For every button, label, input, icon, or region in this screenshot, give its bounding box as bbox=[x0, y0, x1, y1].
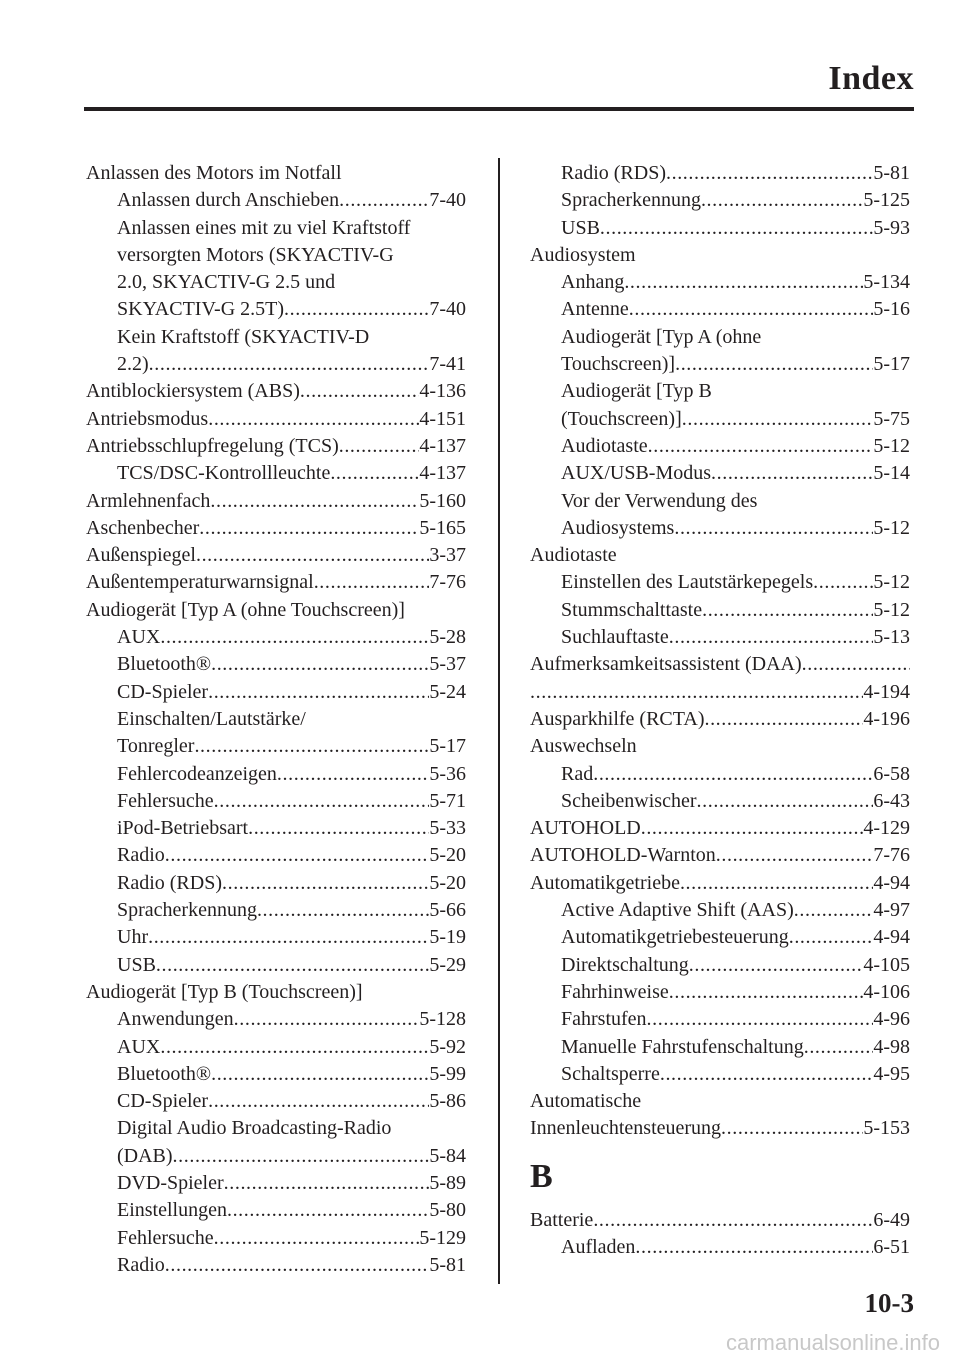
index-entry bbox=[86, 488, 466, 515]
entry-text: Active Adaptive Shift (AAS) bbox=[561, 899, 794, 922]
index-subentry bbox=[86, 215, 466, 242]
entry-text: Audiosystems bbox=[561, 516, 675, 539]
entry-text: Manuelle Fahrstufenschaltung bbox=[561, 1035, 804, 1058]
index-entry bbox=[530, 706, 910, 733]
entry-page-ref: 7-40 bbox=[429, 189, 466, 212]
entry-text: Radio bbox=[117, 844, 165, 867]
entry-page-ref: 5-12 bbox=[873, 434, 910, 457]
entry-page-ref: 4-151 bbox=[419, 407, 466, 430]
entry-text: Anwendungen bbox=[117, 1008, 234, 1031]
index-subentry bbox=[530, 515, 910, 542]
entry-text: Radio (RDS) bbox=[561, 162, 666, 184]
leader-dots bbox=[689, 952, 864, 979]
entry-text: Antenne bbox=[561, 298, 629, 321]
entry-page-ref: 4-105 bbox=[863, 953, 910, 976]
entry-text: Scheibenwischer bbox=[561, 789, 697, 812]
entry-text: Anlassen durch Anschieben bbox=[117, 189, 340, 212]
index-subentry bbox=[86, 1197, 466, 1224]
entry-text: Suchlauftaste bbox=[561, 626, 669, 649]
entry-text: AUX/USB-Modus bbox=[561, 462, 712, 485]
entry-text: Fehlersuche bbox=[117, 1226, 214, 1249]
header-rule bbox=[84, 107, 914, 111]
entry-text: Einstellungen bbox=[117, 1199, 227, 1222]
leader-dots bbox=[211, 651, 429, 678]
entry-page-ref: 5-99 bbox=[429, 1062, 466, 1085]
leader-dots bbox=[196, 542, 429, 569]
index-entry bbox=[530, 1207, 910, 1234]
index-subentry bbox=[530, 1034, 910, 1061]
entry-text: Rad bbox=[561, 762, 594, 785]
entry-text: AUTOHOLD bbox=[530, 817, 641, 840]
entry-text: iPod-Betriebsart bbox=[117, 817, 249, 840]
entry-text: USB bbox=[117, 953, 156, 976]
leader-dots bbox=[148, 924, 429, 951]
entry-page-ref: 5-86 bbox=[429, 1090, 466, 1113]
index-entry bbox=[530, 1088, 910, 1115]
leader-dots bbox=[647, 1006, 874, 1033]
entry-text: Einschalten/Lautstärke/ bbox=[117, 707, 306, 730]
entry-text: Uhr bbox=[117, 926, 149, 949]
index-entry bbox=[530, 733, 910, 760]
index-entry bbox=[86, 569, 466, 596]
index-entry bbox=[530, 842, 910, 869]
entry-page-ref: 5-160 bbox=[419, 489, 466, 512]
index-subentry bbox=[86, 1225, 466, 1252]
entry-text: DVD-Spieler bbox=[117, 1171, 224, 1194]
index-subentry bbox=[530, 1234, 910, 1261]
entry-text: Anlassen eines mit zu viel Kraftstoff bbox=[117, 216, 411, 239]
index-subentry bbox=[86, 870, 466, 897]
entry-text: Vor der Verwendung des bbox=[561, 489, 758, 512]
entry-text: CD-Spieler bbox=[117, 680, 209, 703]
entry-text: Tonregler bbox=[117, 735, 195, 758]
entry-page-ref: 4-95 bbox=[873, 1062, 910, 1085]
leader-dots bbox=[300, 378, 419, 405]
entry-text: Fahrhinweise bbox=[561, 980, 669, 1003]
leader-dots bbox=[248, 815, 429, 842]
index-entry bbox=[530, 1115, 910, 1142]
leader-dots bbox=[165, 1252, 430, 1279]
leader-dots bbox=[214, 788, 430, 815]
entry-page-ref: 5-93 bbox=[873, 216, 910, 239]
entry-page-ref: 5-125 bbox=[863, 189, 910, 212]
entry-page-ref: 5-20 bbox=[429, 844, 466, 867]
index-entry bbox=[530, 815, 910, 842]
entry-text: Radio (RDS) bbox=[117, 871, 222, 894]
entry-page-ref: 5-134 bbox=[863, 271, 910, 294]
entry-text: Fahrstufen bbox=[561, 1008, 647, 1031]
index-subentry bbox=[530, 269, 910, 296]
leader-dots bbox=[669, 624, 874, 651]
entry-text: Außenspiegel bbox=[86, 544, 196, 567]
entry-page-ref: 4-194 bbox=[863, 680, 910, 703]
leader-dots bbox=[701, 187, 863, 214]
index-subentry bbox=[530, 952, 910, 979]
index-subentry bbox=[530, 488, 910, 515]
leader-dots bbox=[530, 679, 863, 706]
leader-dots bbox=[194, 733, 429, 760]
index-subentry bbox=[530, 624, 910, 651]
index-subentry bbox=[86, 1034, 466, 1061]
entry-page-ref: 4-137 bbox=[419, 434, 466, 457]
entry-page-ref: 5-81 bbox=[873, 162, 910, 184]
leader-dots bbox=[165, 842, 430, 869]
entry-page-ref: 4-98 bbox=[873, 1035, 910, 1058]
entry-text: Audiogerät [Typ B bbox=[561, 380, 712, 403]
entry-text: Ausparkhilfe (RCTA) bbox=[530, 707, 705, 730]
entry-text: AUTOHOLD-Warnton bbox=[530, 844, 716, 867]
leader-dots bbox=[339, 187, 429, 214]
index-subentry bbox=[530, 597, 910, 624]
index-subentry bbox=[530, 160, 910, 187]
index-section-letter: B bbox=[530, 1157, 553, 1195]
index-subentry bbox=[86, 651, 466, 678]
leader-dots bbox=[234, 1006, 420, 1033]
entry-text: Audiogerät [Typ A (ohne Touchscreen)] bbox=[86, 598, 405, 621]
entry-page-ref: 4-129 bbox=[863, 817, 910, 840]
leader-dots bbox=[680, 870, 873, 897]
entry-text: Radio bbox=[117, 1253, 165, 1276]
entry-page-ref: 6-43 bbox=[873, 789, 910, 812]
entry-page-ref: 5-16 bbox=[873, 298, 910, 321]
index-subentry bbox=[530, 979, 910, 1006]
leader-dots bbox=[794, 897, 874, 924]
entry-text: Audiogerät [Typ A (ohne bbox=[561, 325, 762, 348]
entry-page-ref: 5-36 bbox=[429, 762, 466, 785]
entry-page-ref: 5-84 bbox=[429, 1144, 466, 1167]
entry-page-ref: 7-76 bbox=[429, 571, 466, 594]
index-subentry bbox=[530, 460, 910, 487]
leader-dots bbox=[277, 761, 429, 788]
index-entry bbox=[86, 542, 466, 569]
entry-text: USB bbox=[561, 216, 600, 239]
leader-dots bbox=[160, 624, 429, 651]
leader-dots bbox=[716, 842, 874, 869]
leader-dots bbox=[682, 406, 874, 433]
leader-dots bbox=[210, 488, 419, 515]
leader-dots bbox=[711, 460, 873, 487]
index-subentry bbox=[86, 1252, 466, 1279]
entry-page-ref: 5-24 bbox=[429, 680, 466, 703]
leader-dots bbox=[593, 761, 873, 788]
entry-page-ref: 5-128 bbox=[419, 1008, 466, 1031]
leader-dots bbox=[802, 651, 910, 678]
index-subentry bbox=[530, 324, 910, 351]
entry-page-ref: 5-89 bbox=[429, 1171, 466, 1194]
leader-dots bbox=[666, 160, 873, 187]
leader-dots bbox=[224, 1170, 430, 1197]
index-entry bbox=[530, 242, 910, 269]
index-subentry bbox=[86, 1115, 466, 1142]
entry-page-ref: 5-17 bbox=[429, 735, 466, 758]
entry-text: Stummschalttaste bbox=[561, 598, 703, 621]
index-subentry bbox=[86, 324, 466, 351]
index-subentry bbox=[86, 460, 466, 487]
leader-dots bbox=[173, 1143, 430, 1170]
leader-dots bbox=[257, 897, 429, 924]
index-subentry bbox=[86, 761, 466, 788]
entry-page-ref: 5-19 bbox=[429, 926, 466, 949]
index-subentry bbox=[86, 187, 466, 214]
leader-dots bbox=[156, 952, 429, 979]
index-subentry bbox=[530, 187, 910, 214]
index-entry bbox=[530, 679, 910, 706]
entry-text: Direktschaltung bbox=[561, 953, 689, 976]
index-subentry bbox=[530, 897, 910, 924]
entry-text: Auswechseln bbox=[530, 735, 637, 758]
leader-dots bbox=[629, 296, 874, 323]
page-number: 10-3 bbox=[864, 1288, 914, 1318]
index-subentry bbox=[86, 624, 466, 651]
entry-page-ref: 5-165 bbox=[419, 516, 466, 539]
index-subentry bbox=[86, 1006, 466, 1033]
entry-page-ref: 5-37 bbox=[429, 653, 466, 676]
leader-dots bbox=[721, 1115, 863, 1142]
leader-dots bbox=[199, 515, 419, 542]
index-subentry bbox=[86, 815, 466, 842]
entry-text: Batterie bbox=[530, 1208, 594, 1231]
index-subentry bbox=[530, 1006, 910, 1033]
entry-text: 2.2) bbox=[117, 353, 149, 376]
entry-text: Automatische bbox=[530, 1090, 642, 1113]
entry-text: Audiotaste bbox=[561, 434, 648, 457]
entry-page-ref: 4-96 bbox=[873, 1008, 910, 1031]
leader-dots bbox=[704, 706, 863, 733]
index-subentry bbox=[86, 706, 466, 733]
entry-text: AUX bbox=[117, 1035, 161, 1058]
entry-text: (Touchscreen)] bbox=[561, 407, 682, 430]
leader-dots bbox=[697, 788, 874, 815]
leader-dots bbox=[149, 351, 430, 378]
index-subentry bbox=[86, 1143, 466, 1170]
index-entry bbox=[530, 870, 910, 897]
entry-text: Anhang bbox=[561, 271, 625, 294]
entry-page-ref: 5-12 bbox=[873, 571, 910, 594]
entry-page-ref: 4-97 bbox=[873, 899, 910, 922]
index-subentry bbox=[530, 761, 910, 788]
entry-page-ref: 5-80 bbox=[429, 1199, 466, 1222]
entry-page-ref: 5-129 bbox=[419, 1226, 466, 1249]
entry-text: (DAB) bbox=[117, 1144, 173, 1167]
entry-text: Spracherkennung bbox=[561, 189, 701, 212]
index-entry bbox=[86, 406, 466, 433]
index-subentry bbox=[86, 952, 466, 979]
entry-text: Antiblockiersystem (ABS) bbox=[86, 380, 300, 403]
entry-page-ref: 7-40 bbox=[429, 298, 466, 321]
index-entry bbox=[530, 542, 910, 569]
index-subentry bbox=[86, 733, 466, 760]
entry-page-ref: 5-13 bbox=[873, 626, 910, 649]
index-subentry bbox=[86, 1088, 466, 1115]
leader-dots bbox=[211, 1061, 429, 1088]
entry-page-ref: 4-196 bbox=[863, 707, 910, 730]
entry-page-ref: 5-92 bbox=[429, 1035, 466, 1058]
index-entry bbox=[86, 378, 466, 405]
index-column-right bbox=[530, 160, 910, 1261]
index-subentry bbox=[86, 242, 466, 269]
entry-page-ref: 4-94 bbox=[873, 926, 910, 949]
index-subentry bbox=[86, 924, 466, 951]
leader-dots bbox=[641, 815, 864, 842]
leader-dots bbox=[227, 1197, 429, 1224]
entry-text: Audiosystem bbox=[530, 243, 636, 266]
entry-page-ref: 4-137 bbox=[419, 462, 466, 485]
entry-page-ref: 5-81 bbox=[429, 1253, 466, 1276]
entry-page-ref: 7-76 bbox=[873, 844, 910, 867]
index-subentry bbox=[530, 924, 910, 951]
index-entry bbox=[86, 515, 466, 542]
leader-dots bbox=[330, 460, 419, 487]
entry-page-ref: 5-20 bbox=[429, 871, 466, 894]
entry-text: TCS/DSC-Kontrollleuchte bbox=[117, 462, 331, 485]
entry-page-ref: 5-33 bbox=[429, 817, 466, 840]
entry-page-ref: 5-71 bbox=[429, 789, 466, 812]
page-title: Index bbox=[828, 60, 914, 97]
leader-dots bbox=[648, 433, 874, 460]
entry-text: Aufmerksamkeitsassistent (DAA) bbox=[530, 653, 802, 676]
leader-dots bbox=[635, 1234, 873, 1261]
entry-page-ref: 5-153 bbox=[863, 1117, 910, 1140]
index-subentry bbox=[86, 1170, 466, 1197]
index-subentry bbox=[86, 269, 466, 296]
entry-page-ref: 4-136 bbox=[419, 380, 466, 403]
entry-text: Fehlersuche bbox=[117, 789, 214, 812]
index-entry bbox=[86, 433, 466, 460]
entry-text: AUX bbox=[117, 626, 161, 649]
leader-dots bbox=[593, 1207, 873, 1234]
leader-dots bbox=[208, 679, 429, 706]
entry-text: Digital Audio Broadcasting-Radio bbox=[117, 1117, 392, 1140]
entry-page-ref: 5-29 bbox=[429, 953, 466, 976]
leader-dots bbox=[624, 269, 863, 296]
entry-text: versorgten Motors (SKYACTIV-G bbox=[117, 243, 394, 266]
index-subentry bbox=[530, 351, 910, 378]
index-subentry bbox=[86, 296, 466, 323]
leader-dots bbox=[208, 1088, 429, 1115]
index-subentry bbox=[530, 788, 910, 815]
index-entry bbox=[86, 979, 466, 1006]
entry-text: Aschenbecher bbox=[86, 516, 200, 539]
entry-text: Automatikgetriebe bbox=[530, 871, 680, 894]
index-subentry bbox=[530, 1061, 910, 1088]
column-divider bbox=[498, 158, 500, 1284]
index-subentry bbox=[86, 842, 466, 869]
entry-page-ref: 5-17 bbox=[873, 353, 910, 376]
leader-dots bbox=[222, 870, 429, 897]
entry-page-ref: 5-12 bbox=[873, 598, 910, 621]
leader-dots bbox=[702, 597, 873, 624]
leader-dots bbox=[660, 1061, 873, 1088]
entry-text: Bluetooth® bbox=[117, 653, 212, 676]
entry-page-ref: 3-37 bbox=[429, 544, 466, 567]
entry-text: SKYACTIV-G 2.5T) bbox=[117, 298, 285, 321]
index-subentry bbox=[530, 215, 910, 242]
index-subentry bbox=[530, 569, 910, 596]
entry-text: Audiotaste bbox=[530, 544, 617, 567]
entry-page-ref: 5-12 bbox=[873, 516, 910, 539]
entry-text: Automatikgetriebesteuerung bbox=[561, 926, 789, 949]
leader-dots bbox=[314, 569, 430, 596]
entry-page-ref: 6-49 bbox=[873, 1208, 910, 1231]
index-subentry bbox=[86, 788, 466, 815]
leader-dots bbox=[160, 1034, 429, 1061]
index-subentry bbox=[86, 351, 466, 378]
leader-dots bbox=[813, 569, 873, 596]
leader-dots bbox=[674, 515, 873, 542]
leader-dots bbox=[669, 979, 864, 1006]
entry-text: Touchscreen)] bbox=[561, 353, 676, 376]
index-entry bbox=[530, 651, 910, 678]
leader-dots bbox=[789, 924, 874, 951]
entry-page-ref: 6-58 bbox=[873, 762, 910, 785]
leader-dots bbox=[675, 351, 873, 378]
entry-text: Innenleuchtensteuerung bbox=[530, 1117, 722, 1140]
index-subentry bbox=[86, 1061, 466, 1088]
entry-page-ref: 5-75 bbox=[873, 407, 910, 430]
leader-dots bbox=[214, 1225, 420, 1252]
entry-text: 2.0, SKYACTIV-G 2.5 und bbox=[117, 271, 336, 294]
entry-page-ref: 5-28 bbox=[429, 626, 466, 649]
watermark: carmanualsonline.info bbox=[725, 1330, 940, 1355]
entry-text: Einstellen des Lautstärkepegels bbox=[561, 571, 814, 594]
entry-page-ref: 5-66 bbox=[429, 899, 466, 922]
leader-dots bbox=[339, 433, 420, 460]
index-entry bbox=[86, 597, 466, 624]
index-subentry bbox=[86, 679, 466, 706]
entry-text: Kein Kraftstoff (SKYACTIV-D bbox=[117, 325, 370, 348]
entry-text: Schaltsperre bbox=[561, 1062, 660, 1085]
entry-text: Bluetooth® bbox=[117, 1062, 212, 1085]
entry-page-ref: 7-41 bbox=[429, 353, 466, 376]
leader-dots bbox=[284, 296, 429, 323]
index-column-left bbox=[86, 160, 466, 1279]
entry-text: Aufladen bbox=[561, 1235, 636, 1258]
entry-text: Antriebsschlupfregelung (TCS) bbox=[86, 434, 339, 457]
index-subentry bbox=[530, 296, 910, 323]
entry-text: CD-Spieler bbox=[117, 1090, 209, 1113]
index-subentry bbox=[530, 406, 910, 433]
entry-text: Fehlercodeanzeigen bbox=[117, 762, 277, 785]
entry-text: Außentemperaturwarnsignal bbox=[86, 571, 314, 594]
entry-text: Spracherkennung bbox=[117, 899, 257, 922]
leader-dots bbox=[804, 1034, 874, 1061]
entry-page-ref: 5-14 bbox=[873, 462, 910, 485]
index-subentry bbox=[530, 433, 910, 460]
entry-page-ref: 6-51 bbox=[873, 1235, 910, 1258]
entry-text: Anlassen des Motors im Notfall bbox=[86, 162, 342, 184]
leader-dots bbox=[600, 215, 873, 242]
entry-page-ref: 4-94 bbox=[873, 871, 910, 894]
entry-text: Audiogerät [Typ B (Touchscreen)] bbox=[86, 980, 363, 1003]
entry-text: Armlehnenfach bbox=[86, 489, 211, 512]
entry-page-ref: 4-106 bbox=[863, 980, 910, 1003]
index-subentry bbox=[530, 378, 910, 405]
entry-text: Antriebsmodus bbox=[86, 407, 209, 430]
index-subentry bbox=[86, 897, 466, 924]
index-entry bbox=[86, 160, 466, 187]
leader-dots bbox=[208, 406, 419, 433]
